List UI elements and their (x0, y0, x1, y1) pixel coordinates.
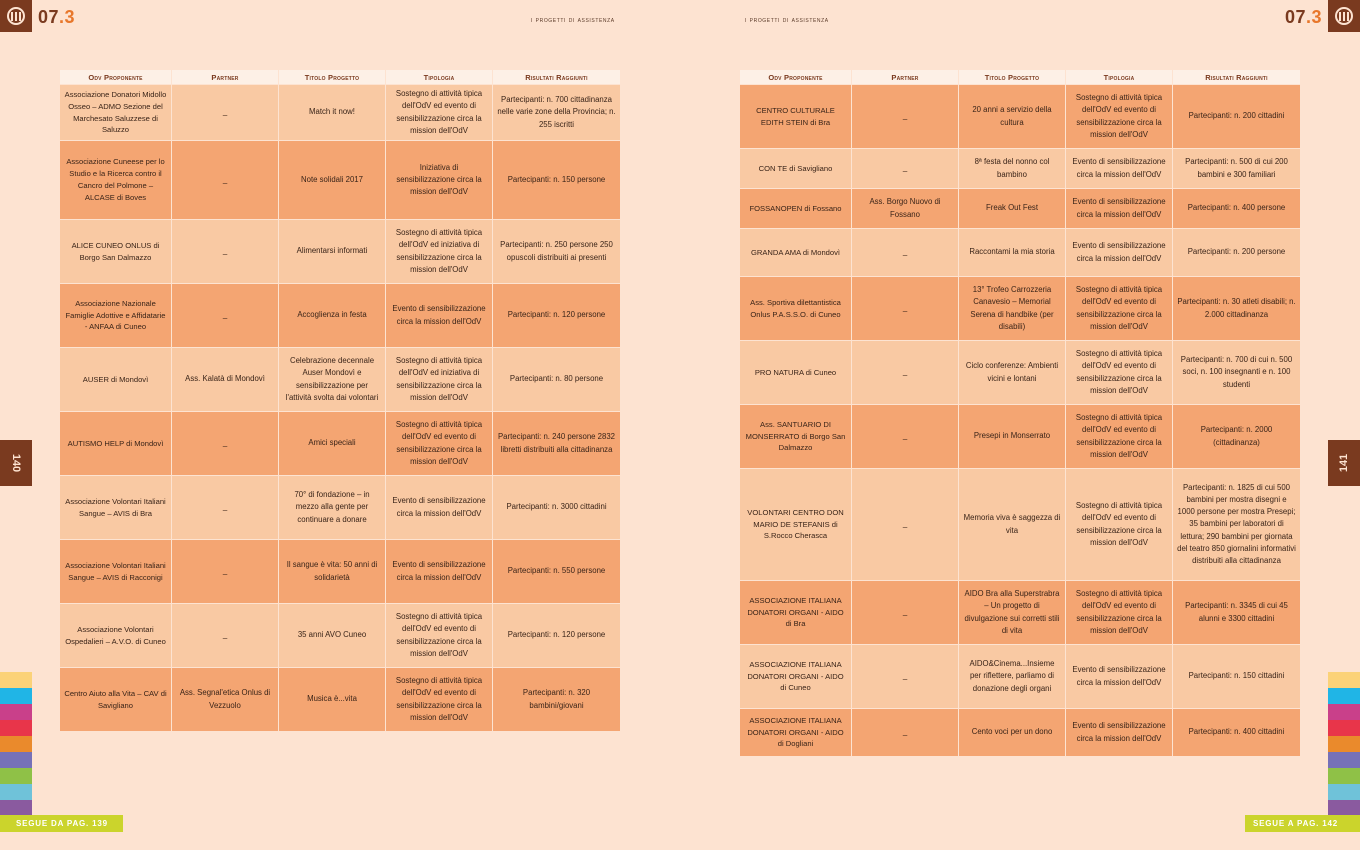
cell-title: Musica è...vita (279, 668, 385, 731)
cell-odv: Centro Aiuto alla Vita – CAV di Savigliano (60, 668, 171, 731)
cell-title: 13° Trofeo Carrozzeria Canavesio – Memorial Serena di handbike (per disabili) (959, 277, 1065, 340)
table-row (740, 189, 1300, 228)
cell-type: Sostegno di attività tipica dell'OdV ed evento di sensibilizzazione circa la mission dell'OdV (386, 412, 492, 475)
chapter-corner-box (1328, 0, 1360, 32)
cell-odv: AUTISMO HELP di Mondovì (60, 412, 171, 475)
cell-title: Raccontami la mia storia (959, 229, 1065, 276)
cell-odv: ALICE CUNEO ONLUS di Borgo San Dalmazzo (60, 220, 171, 283)
projects-table (59, 69, 621, 732)
color-strip-segment (1328, 752, 1360, 768)
cell-partner: _ (852, 709, 958, 756)
color-strip-segment (1328, 688, 1360, 704)
cell-type: Sostegno di attività tipica dell'OdV ed iniziativa di sensibilizzazione circa la mission dell'OdV (386, 348, 492, 411)
table-row (740, 469, 1300, 580)
chapter-number: 07.3 (1284, 7, 1322, 27)
color-strip-segment (1328, 800, 1360, 816)
running-head: i progetti di assistenza (745, 15, 829, 24)
cell-odv: Associazione Nazionale Famiglie Adottive e Affidatarie - ANFAA di Cuneo (60, 284, 171, 347)
cell-partner: _ (852, 341, 958, 404)
cell-odv: ASSOCIAZIONE ITALIANA DONATORI ORGANI - AIDO di Cuneo (740, 645, 851, 708)
cell-type: Sostegno di attività tipica dell'OdV ed evento di sensibilizzazione circa la mission dell'OdV (1066, 405, 1172, 468)
cell-partner: _ (852, 229, 958, 276)
color-strip (1328, 672, 1360, 816)
cell-result: Partecipanti: n. 120 persone (493, 284, 620, 347)
continued-on-label[interactable]: SEGUE A PAG. 142 (1245, 815, 1360, 832)
cell-type: Sostegno di attività tipica dell'OdV ed evento di sensibilizzazione circa la mission dell'OdV (1066, 581, 1172, 644)
cell-type: Evento di sensibilizzazione circa la mission dell'OdV (1066, 709, 1172, 756)
cell-partner: Ass. Kalatà di Mondovì (172, 348, 278, 411)
color-strip-segment (0, 720, 32, 736)
cell-partner: Ass. Borgo Nuovo di Fossano (852, 189, 958, 228)
table-row (60, 476, 620, 539)
cell-type: Sostegno di attività tipica dell'OdV ed evento di sensibilizzazione circa la mission dell'OdV (386, 85, 492, 140)
cell-result: Partecipanti: n. 550 persone (493, 540, 620, 603)
color-strip-segment (0, 736, 32, 752)
page-number-tab (0, 440, 32, 486)
cell-result: Partecipanti: n. 3000 cittadini (493, 476, 620, 539)
cell-type: Evento di sensibilizzazione circa la mission dell'OdV (1066, 189, 1172, 228)
cell-type: Evento di sensibilizzazione circa la mission dell'OdV (1066, 149, 1172, 188)
cell-odv: AUSER di Mondovì (60, 348, 171, 411)
cell-result: Partecipanti: n. 80 persone (493, 348, 620, 411)
color-strip-segment (0, 752, 32, 768)
cell-partner: _ (172, 540, 278, 603)
table-row (60, 668, 620, 731)
page-number-tab (1328, 440, 1360, 486)
cell-type: Evento di sensibilizzazione circa la mission dell'OdV (386, 540, 492, 603)
page-number: 141 (1337, 453, 1350, 473)
cell-title: Celebrazione decennale Auser Mondovì e sensibilizzazione per l'attività svolta dai volontari (279, 348, 385, 411)
cell-title: AIDO&Cinema...Insieme per riflettere, parliamo di donazione degli organi (959, 645, 1065, 708)
table-row (60, 220, 620, 283)
cell-odv: Ass. SANTUARIO DI MONSERRATO di Borgo San Dalmazzo (740, 405, 851, 468)
cell-title: Ciclo conferenze: Ambienti vicini e lontani (959, 341, 1065, 404)
cell-title: 20 anni a servizio della cultura (959, 85, 1065, 148)
running-head: i progetti di assistenza (531, 15, 615, 24)
cell-type: Sostegno di attività tipica dell'OdV ed iniziativa di sensibilizzazione circa la mission dell'OdV (386, 220, 492, 283)
header-partner: Partner (852, 70, 958, 84)
cell-title: Memoria viva è saggezza di vita (959, 469, 1065, 580)
table-row (60, 141, 620, 219)
cell-result: Partecipanti: n. 320 bambini/giovani (493, 668, 620, 731)
cell-partner: _ (852, 581, 958, 644)
color-strip-segment (0, 800, 32, 816)
header-title: Titolo Progetto (959, 70, 1065, 84)
cell-title: Presepi in Monserrato (959, 405, 1065, 468)
table-row (740, 85, 1300, 148)
cell-partner: _ (852, 469, 958, 580)
cell-odv: Associazione Donatori Midollo Osseo – ADMO Sezione del Marchesato Saluzzese di Saluzzo (60, 85, 171, 140)
cell-result: Partecipanti: n. 500 di cui 200 bambini e 300 familiari (1173, 149, 1300, 188)
cell-result: Partecipanti: n. 400 persone (1173, 189, 1300, 228)
cell-odv: Associazione Volontari Ospedalieri – A.V.O. di Cuneo (60, 604, 171, 667)
cell-title: 70° di fondazione – in mezzo alla gente per continuare a donare (279, 476, 385, 539)
cell-title: Il sangue è vita: 50 anni di solidarietà (279, 540, 385, 603)
table-row (740, 341, 1300, 404)
cell-result: Partecipanti: n. 700 di cui n. 500 soci, n. 100 insegnanti e n. 100 studenti (1173, 341, 1300, 404)
cell-result: Partecipanti: n. 1825 di cui 500 bambini per mostra disegni e 1000 persone per mostra Presepi; 35 bambini per laboratori di lettura; 290 bambini per giornata del teatro 850 giornalini informativi distribuiti alla cittadinanza (1173, 469, 1300, 580)
cell-title: Alimentarsi informati (279, 220, 385, 283)
table-row (60, 85, 620, 140)
cell-partner: _ (852, 149, 958, 188)
color-strip-segment (1328, 768, 1360, 784)
cell-result: Partecipanti: n. 30 atleti disabili; n. 2.000 cittadinanza (1173, 277, 1300, 340)
cell-result: Partecipanti: n. 2000 (cittadinanza) (1173, 405, 1300, 468)
header-partner: Partner (172, 70, 278, 84)
cell-odv: Associazione Volontari Italiani Sangue – AVIS di Bra (60, 476, 171, 539)
cell-odv: CON TE di Savigliano (740, 149, 851, 188)
cell-odv: Ass. Sportiva dilettantistica Onlus P.A.S.S.O. di Cuneo (740, 277, 851, 340)
table-row (60, 348, 620, 411)
header-title: Titolo Progetto (279, 70, 385, 84)
roman-three-icon (1335, 7, 1353, 25)
cell-partner: _ (172, 220, 278, 283)
cell-partner: Ass. Segnal'etica Onlus di Vezzuolo (172, 668, 278, 731)
cell-result: Partecipanti: n. 240 persone 2832 libretti distribuiti alla cittadinanza (493, 412, 620, 475)
table-row (740, 709, 1300, 756)
table-row (740, 149, 1300, 188)
page-number: 140 (9, 453, 22, 473)
cell-result: Partecipanti: n. 250 persone 250 opuscoli distribuiti ai presenti (493, 220, 620, 283)
color-strip-segment (1328, 736, 1360, 752)
right-table-body (740, 85, 1300, 756)
color-strip-segment (1328, 720, 1360, 736)
color-strip-segment (0, 672, 32, 688)
cell-title: Match it now! (279, 85, 385, 140)
cell-result: Partecipanti: n. 200 cittadini (1173, 85, 1300, 148)
cell-title: Amici speciali (279, 412, 385, 475)
cell-odv: ASSOCIAZIONE ITALIANA DONATORI ORGANI - AIDO di Bra (740, 581, 851, 644)
table-row (60, 412, 620, 475)
cell-partner: _ (172, 476, 278, 539)
cell-partner: _ (172, 604, 278, 667)
cell-title: Accoglienza in festa (279, 284, 385, 347)
table-header-row (740, 70, 1300, 84)
cell-title: 8ª festa del nonno col bambino (959, 149, 1065, 188)
cell-result: Partecipanti: n. 150 persone (493, 141, 620, 219)
color-strip-segment (1328, 704, 1360, 720)
cell-title: Cento voci per un dono (959, 709, 1065, 756)
cell-type: Iniziativa di sensibilizzazione circa la mission dell'OdV (386, 141, 492, 219)
header-type: Tipologia (1066, 70, 1172, 84)
color-strip-segment (0, 704, 32, 720)
cell-type: Evento di sensibilizzazione circa la mission dell'OdV (386, 476, 492, 539)
header-type: Tipologia (386, 70, 492, 84)
projects-table (739, 69, 1301, 757)
cell-odv: CENTRO CULTURALE EDITH STEIN di Bra (740, 85, 851, 148)
cell-odv: FOSSANOPEN di Fossano (740, 189, 851, 228)
cell-partner: _ (172, 412, 278, 475)
table-row (740, 581, 1300, 644)
cell-type: Sostegno di attività tipica dell'OdV ed evento di sensibilizzazione circa la mission dell'OdV (1066, 469, 1172, 580)
table-row (740, 645, 1300, 708)
cell-title: Note solidali 2017 (279, 141, 385, 219)
table-row (60, 604, 620, 667)
cell-partner: _ (852, 405, 958, 468)
color-strip-segment (0, 688, 32, 704)
roman-three-icon (7, 7, 25, 25)
table-row (740, 229, 1300, 276)
cell-result: Partecipanti: n. 120 persone (493, 604, 620, 667)
cell-result: Partecipanti: n. 150 cittadini (1173, 645, 1300, 708)
cell-type: Sostegno di attività tipica dell'OdV ed evento di sensibilizzazione circa la mission dell'OdV (386, 604, 492, 667)
cell-partner: _ (172, 141, 278, 219)
right-page (680, 0, 1360, 850)
table-row (60, 540, 620, 603)
chapter-corner-box (0, 0, 32, 32)
cell-type: Sostegno di attività tipica dell'OdV ed evento di sensibilizzazione circa la mission dell'OdV (386, 668, 492, 731)
header-odv: Odv Proponente (740, 70, 851, 84)
cell-result: Partecipanti: n. 200 persone (1173, 229, 1300, 276)
color-strip-segment (0, 784, 32, 800)
cell-type: Sostegno di attività tipica dell'OdV ed evento di sensibilizzazione circa la mission dell'OdV (1066, 85, 1172, 148)
color-strip-segment (1328, 672, 1360, 688)
cell-partner: _ (852, 645, 958, 708)
cell-partner: _ (172, 284, 278, 347)
cell-type: Sostegno di attività tipica dell'OdV ed evento di sensibilizzazione circa la mission dell'OdV (1066, 277, 1172, 340)
cell-odv: Associazione Cuneese per lo Studio e la Ricerca contro il Cancro del Polmone – ALCASE di Boves (60, 141, 171, 219)
cell-odv: PRO NATURA di Cuneo (740, 341, 851, 404)
cell-title: Freak Out Fest (959, 189, 1065, 228)
chapter-number: 07.3 (38, 7, 76, 27)
table-row (740, 277, 1300, 340)
table-header-row (60, 70, 620, 84)
cell-type: Evento di sensibilizzazione circa la mission dell'OdV (1066, 229, 1172, 276)
cell-result: Partecipanti: n. 400 cittadini (1173, 709, 1300, 756)
cell-result: Partecipanti: n. 3345 di cui 45 alunni e 3300 cittadini (1173, 581, 1300, 644)
cell-odv: ASSOCIAZIONE ITALIANA DONATORI ORGANI - AIDO di Dogliani (740, 709, 851, 756)
header-results: Risultati Raggiunti (1173, 70, 1300, 84)
cell-partner: _ (172, 85, 278, 140)
left-table-body (60, 85, 620, 731)
cell-partner: _ (852, 85, 958, 148)
cell-title: 35 anni AVO Cuneo (279, 604, 385, 667)
cell-partner: _ (852, 277, 958, 340)
cell-type: Sostegno di attività tipica dell'OdV ed evento di sensibilizzazione circa la mission dell'OdV (1066, 341, 1172, 404)
color-strip-segment (0, 768, 32, 784)
cell-type: Evento di sensibilizzazione circa la mission dell'OdV (386, 284, 492, 347)
table-row (60, 284, 620, 347)
header-results: Risultati Raggiunti (493, 70, 620, 84)
table-row (740, 405, 1300, 468)
cell-title: AIDO Bra alla Superstrabra – Un progetto di divulgazione sui corretti stili di vita (959, 581, 1065, 644)
cell-odv: GRANDA AMA di Mondovì (740, 229, 851, 276)
cell-odv: Associazione Volontari Italiani Sangue – AVIS di Racconigi (60, 540, 171, 603)
color-strip-segment (1328, 784, 1360, 800)
continued-from-label[interactable]: SEGUE DA PAG. 139 (0, 815, 123, 832)
cell-result: Partecipanti: n. 700 cittadinanza nelle varie zone della Provincia; n. 255 iscritti (493, 85, 620, 140)
color-strip (0, 672, 32, 816)
header-odv: Odv Proponente (60, 70, 171, 84)
cell-odv: VOLONTARI CENTRO DON MARIO DE STEFANIS di S.Rocco Cherasca (740, 469, 851, 580)
cell-type: Evento di sensibilizzazione circa la mission dell'OdV (1066, 645, 1172, 708)
